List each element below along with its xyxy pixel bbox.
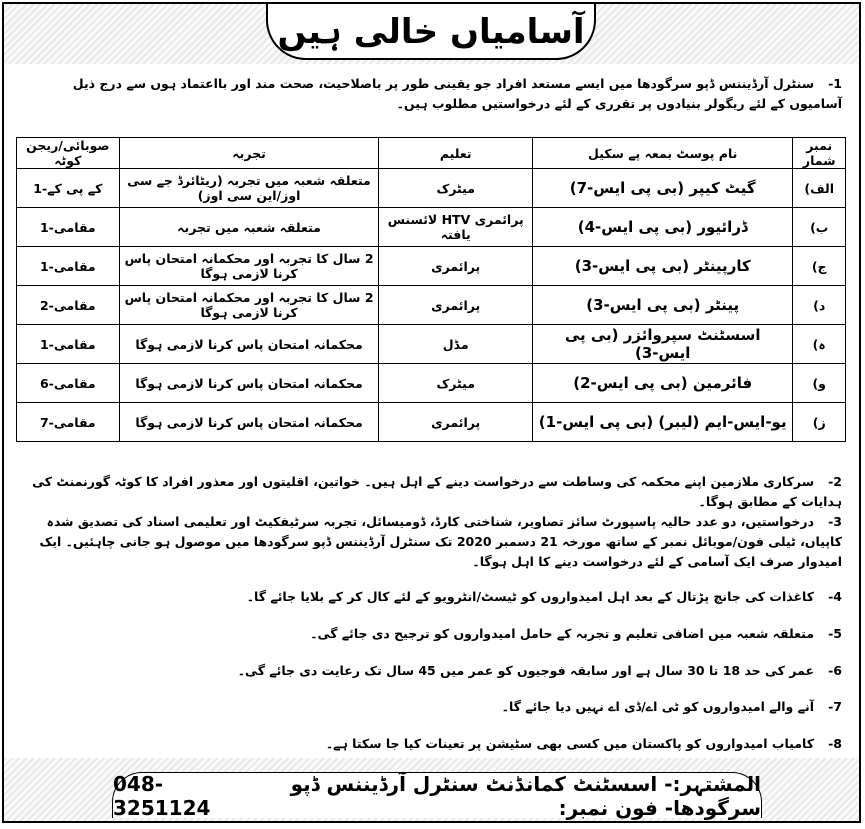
cell-serial: ہ) bbox=[793, 325, 846, 364]
cell-education: میٹرک bbox=[379, 364, 533, 403]
note-text: عمر کی حد 18 تا 30 سال ہے اور سابقہ فوجیوں کو عمر میں 45 سال تک رعایت دی جائے گی۔ bbox=[237, 663, 814, 678]
cell-post: اسسٹنٹ سپروائزر (بی پی ایس-3) bbox=[533, 325, 793, 364]
cell-quota: مقامی-1 bbox=[17, 208, 120, 247]
cell-post: پینٹر (بی پی ایس-3) bbox=[533, 286, 793, 325]
advertiser-footer bbox=[112, 772, 762, 818]
note-number: 7- bbox=[828, 699, 842, 714]
note-number: 2- bbox=[828, 474, 842, 489]
table-row bbox=[17, 403, 846, 442]
advertisement-page bbox=[2, 2, 861, 823]
note-2 bbox=[22, 472, 842, 512]
note-text: درخواستیں، دو عدد حالیہ پاسپورٹ سائز تصاویر، شناختی کارڈ، ڈومیسائل، تجربہ سرٹیفکیٹ اور تعلیمی اسناد کی تصدیق شدہ کاپیاں، ٹیلی فون/موبائل نمبر کے ساتھ مورخہ 21 دسمبر 2020 تک سنٹرل آرڈیننس ڈپو سرگودھا میں موصول ہو جانی چاہئیں۔ ایک امیدوار صرف ایک آسامی کے لئے درخواست دینے کا اہل ہوگا۔ bbox=[39, 514, 842, 569]
table-row bbox=[17, 286, 846, 325]
note-number: 8- bbox=[828, 736, 842, 751]
table-row bbox=[17, 208, 846, 247]
note-number: 3- bbox=[828, 514, 842, 529]
cell-serial: د) bbox=[793, 286, 846, 325]
cell-quota: مقامی-1 bbox=[17, 247, 120, 286]
cell-experience: محکمانہ امتحان پاس کرنا لازمی ہوگا bbox=[119, 325, 379, 364]
footer-band bbox=[4, 758, 859, 821]
cell-serial: ب) bbox=[793, 208, 846, 247]
advertiser-text: المشتہر:- اسسٹنٹ کمانڈنٹ سنٹرل آرڈیننس ڈپو سرگودھا- فون نمبر: bbox=[290, 771, 761, 820]
cell-education: پرائمری bbox=[379, 286, 533, 325]
note-text: سرکاری ملازمین اپنے محکمہ کی وساطت سے درخواست دینے کے اہل ہیں۔ خواتین، اقلیتوں اور معذور افراد کا کوٹہ گورنمنٹ کی ہدایات کے مطابق ہوگا۔ bbox=[32, 474, 842, 509]
cell-experience: 2 سال کا تجربہ اور محکمانہ امتحان پاس کرنا لازمی ہوگا bbox=[119, 247, 379, 286]
cell-experience: متعلقہ شعبہ میں تجربہ bbox=[119, 208, 379, 247]
cell-post: ڈرائیور (بی پی ایس-4) bbox=[533, 208, 793, 247]
header-quota: صوبائی/ریجن کوٹہ bbox=[17, 138, 120, 169]
table-row bbox=[17, 325, 846, 364]
cell-experience: 2 سال کا تجربہ اور محکمانہ امتحان پاس کرنا لازمی ہوگا bbox=[119, 286, 379, 325]
cell-education: پرائمری bbox=[379, 403, 533, 442]
cell-serial: ج) bbox=[793, 247, 846, 286]
table-row bbox=[17, 247, 846, 286]
cell-post: یو-ایس-ایم (لیبر) (بی پی ایس-1) bbox=[533, 403, 793, 442]
cell-quota: کے پی کے-1 bbox=[17, 169, 120, 208]
cell-quota: مقامی-6 bbox=[17, 364, 120, 403]
page-title: آسامیاں خالی ہیں bbox=[266, 4, 596, 60]
header-serial: نمبر شمار bbox=[793, 138, 846, 169]
cell-quota: مقامی-1 bbox=[17, 325, 120, 364]
note-text: کاغذات کی جانچ پڑتال کے بعد اہل امیدواروں کو ٹیسٹ/انٹرویو کے لئے کال کر کے بلایا جائے گا۔ bbox=[246, 589, 814, 604]
cell-education: پرائمری HTV لائسنس یافتہ bbox=[379, 208, 533, 247]
table-header-row bbox=[17, 138, 846, 169]
note-number: 5- bbox=[828, 626, 842, 641]
title-band bbox=[4, 4, 859, 64]
note-8 bbox=[22, 734, 842, 754]
note-text: کامیاب امیدواروں کو پاکستان میں کسی بھی سٹیشن پر تعینات کیا جا سکتا ہے۔ bbox=[325, 736, 814, 751]
cell-education: مڈل bbox=[379, 325, 533, 364]
note-3 bbox=[22, 512, 842, 572]
cell-serial: و) bbox=[793, 364, 846, 403]
cell-quota: مقامی-2 bbox=[17, 286, 120, 325]
cell-post: گیٹ کیپر (بی پی ایس-7) bbox=[533, 169, 793, 208]
phone-number: 048-3251124 bbox=[113, 771, 211, 820]
table-row bbox=[17, 364, 846, 403]
note-6 bbox=[22, 661, 842, 681]
vacancy-table bbox=[16, 137, 846, 442]
note-number: 4- bbox=[828, 589, 842, 604]
header-education: تعلیم bbox=[379, 138, 533, 169]
cell-experience: متعلقہ شعبہ میں تجربہ (ریٹائرڈ جے سی اوز/این سی اوز) bbox=[119, 169, 379, 208]
header-experience: تجربہ bbox=[119, 138, 379, 169]
intro-text: سنٹرل آرڈیننس ڈپو سرگودھا میں ایسے مستعد افراد جو یقینی طور پر باصلاحیت، صحت مند اور بااعتماد ہوں سے درج ذیل آسامیوں کے لئے ریگولر بنیادوں پر تقرری کے لئے درخواستیں مطلوب ہیں۔ bbox=[72, 76, 842, 111]
cell-post: فائرمین (بی پی ایس-2) bbox=[533, 364, 793, 403]
note-4 bbox=[22, 587, 842, 607]
cell-post: کارپینٹر (بی پی ایس-3) bbox=[533, 247, 793, 286]
note-text: متعلقہ شعبہ میں اضافی تعلیم و تجربہ کے حامل امیدواروں کو ترجیح دی جائے گی۔ bbox=[310, 626, 814, 641]
cell-serial: الف) bbox=[793, 169, 846, 208]
note-7 bbox=[22, 697, 842, 717]
cell-quota: مقامی-7 bbox=[17, 403, 120, 442]
cell-education: پرائمری bbox=[379, 247, 533, 286]
cell-education: میٹرک bbox=[379, 169, 533, 208]
cell-serial: ز) bbox=[793, 403, 846, 442]
note-text: آنے والے امیدواروں کو ٹی اے/ڈی اے نہیں دیا جائے گا۔ bbox=[501, 699, 814, 714]
note-5 bbox=[22, 624, 842, 644]
header-post: نام پوسٹ بمعہ پے سکیل bbox=[533, 138, 793, 169]
intro-paragraph bbox=[22, 74, 842, 114]
table-row bbox=[17, 169, 846, 208]
cell-experience: محکمانہ امتحان پاس کرنا لازمی ہوگا bbox=[119, 403, 379, 442]
cell-experience: محکمانہ امتحان پاس کرنا لازمی ہوگا bbox=[119, 364, 379, 403]
note-number: 6- bbox=[828, 663, 842, 678]
intro-number: 1- bbox=[828, 76, 842, 91]
